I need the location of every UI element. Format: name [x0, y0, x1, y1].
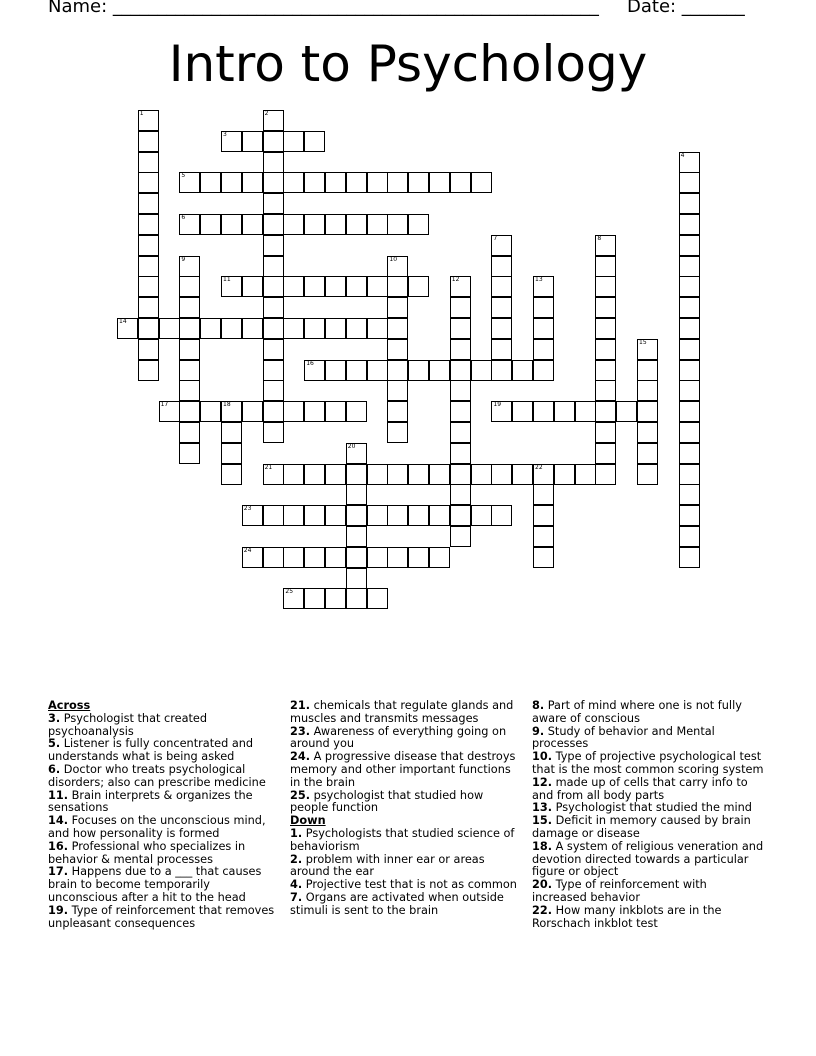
crossword-cell[interactable] [512, 464, 533, 485]
crossword-cell[interactable] [491, 505, 512, 526]
clue-number: 18 [223, 401, 231, 409]
crossword-cell[interactable] [200, 214, 221, 235]
crossword-cell[interactable] [471, 360, 492, 381]
crossword-cell[interactable] [387, 422, 408, 443]
crossword-cell[interactable] [325, 214, 346, 235]
crossword-cell[interactable] [450, 339, 471, 360]
crossword-cell[interactable] [138, 318, 159, 339]
crossword-cell[interactable] [367, 172, 388, 193]
crossword-cell[interactable] [346, 214, 367, 235]
clue-number: 24 [243, 546, 252, 554]
crossword-cell[interactable] [679, 214, 700, 235]
clue-down: 1. Psychologists that studied science of behaviorism [290, 826, 515, 853]
crossword-cell[interactable] [387, 464, 408, 485]
crossword-cell[interactable] [679, 152, 700, 173]
crossword-cell[interactable] [491, 256, 512, 277]
crossword-cell[interactable] [283, 464, 304, 485]
crossword-cell[interactable] [533, 505, 554, 526]
crossword-cell[interactable] [283, 401, 304, 422]
crossword-cell[interactable] [200, 172, 221, 193]
crossword-cell[interactable] [179, 443, 200, 464]
crossword-cell[interactable] [138, 360, 159, 381]
crossword-cell[interactable] [595, 380, 616, 401]
crossword-cell[interactable] [387, 214, 408, 235]
crossword-cell[interactable] [429, 464, 450, 485]
crossword-cell[interactable] [304, 547, 325, 568]
crossword-cell[interactable] [408, 276, 429, 297]
crossword-cell[interactable] [491, 235, 512, 256]
crossword-cell[interactable] [637, 464, 658, 485]
crossword-cell[interactable] [367, 505, 388, 526]
crossword-cell[interactable] [491, 318, 512, 339]
crossword-cell[interactable] [387, 172, 408, 193]
crossword-cell[interactable] [242, 547, 263, 568]
down-heading: Down [290, 814, 326, 828]
crossword-cell[interactable] [283, 276, 304, 297]
crossword-cell[interactable] [679, 172, 700, 193]
crossword-cell[interactable] [512, 360, 533, 381]
crossword-cell[interactable] [263, 318, 284, 339]
crossword-cell[interactable] [179, 401, 200, 422]
crossword-cell[interactable] [367, 464, 388, 485]
page-title: Intro to Psychology [168, 35, 648, 93]
crossword-cell[interactable] [283, 172, 304, 193]
crossword-cell[interactable] [325, 505, 346, 526]
crossword-cell[interactable] [367, 547, 388, 568]
clue-number: 11 [223, 276, 231, 284]
clue-number: 20 [347, 442, 356, 450]
crossword-cell[interactable] [387, 380, 408, 401]
crossword-cell[interactable] [346, 360, 367, 381]
crossword-cell[interactable] [263, 547, 284, 568]
crossword-cell[interactable] [471, 464, 492, 485]
crossword-cell[interactable] [304, 131, 325, 152]
clue-number: 25 [285, 588, 294, 596]
crossword-cell[interactable] [679, 193, 700, 214]
crossword-cell[interactable] [179, 360, 200, 381]
crossword-cell[interactable] [179, 297, 200, 318]
crossword-cell[interactable] [533, 484, 554, 505]
crossword-cell[interactable] [450, 484, 471, 505]
clue-across: 11. Brain interprets & organizes the sensations [48, 788, 253, 815]
crossword-cell[interactable] [346, 172, 367, 193]
crossword-cell[interactable] [679, 276, 700, 297]
crossword-cell[interactable] [179, 380, 200, 401]
clue-down: 4. Projective test that is not as common [290, 878, 517, 892]
crossword-cell[interactable] [450, 380, 471, 401]
crossword-cell[interactable] [283, 547, 304, 568]
clue-number: 15 [639, 338, 647, 346]
crossword-cell[interactable] [387, 339, 408, 360]
crossword-cell[interactable] [491, 339, 512, 360]
clue-down: 18. A system of religious veneration and devotion directed towards a particular figure or object [532, 839, 764, 879]
crossword-cell[interactable] [263, 235, 284, 256]
crossword-cell[interactable] [263, 464, 284, 485]
crossword-cell[interactable] [346, 401, 367, 422]
crossword-cell[interactable] [679, 339, 700, 360]
crossword-cell[interactable] [346, 547, 367, 568]
clue-down: 7. Organs are activated when outside stimuli is sent to the brain [290, 890, 504, 917]
crossword-cell[interactable] [408, 505, 429, 526]
crossword-cell[interactable] [263, 339, 284, 360]
crossword-cell[interactable] [263, 505, 284, 526]
clues-column-3 [532, 700, 764, 930]
crossword-cell[interactable] [263, 422, 284, 443]
clue-across: 25. psychologist that studied how people function [290, 788, 484, 815]
crossword-cell[interactable] [450, 401, 471, 422]
crossword-cell[interactable] [263, 360, 284, 381]
crossword-cell[interactable] [408, 214, 429, 235]
clue-number: 17 [160, 401, 169, 409]
crossword-cell[interactable] [179, 214, 200, 235]
clue-across: 3. Psychologist that created psychoanalysis [48, 711, 208, 738]
crossword-cell[interactable] [138, 235, 159, 256]
clue-down: 20. Type of reinforcement with increased behavior [532, 878, 707, 904]
crossword-cell[interactable] [283, 131, 304, 152]
crossword-cell[interactable] [491, 464, 512, 485]
clue-across: 16. Professional who specializes in behavior & mental processes [48, 839, 246, 866]
crossword-cell[interactable] [679, 297, 700, 318]
clue-number: 16 [306, 359, 314, 367]
crossword-cell[interactable] [346, 505, 367, 526]
crossword-cell[interactable] [533, 297, 554, 318]
crossword-cell[interactable] [637, 360, 658, 381]
crossword-cell[interactable] [242, 401, 263, 422]
crossword-cell[interactable] [679, 318, 700, 339]
clue-down: 13. Psychologist that studied the mind [532, 801, 752, 815]
crossword-cell[interactable] [325, 547, 346, 568]
crossword-cell[interactable] [637, 401, 658, 422]
crossword-cell[interactable] [408, 172, 429, 193]
clue-across: 23. Awareness of everything going on around you [290, 724, 507, 751]
crossword-cell[interactable] [304, 464, 325, 485]
clue-number: 6 [181, 214, 186, 221]
crossword-cell[interactable] [491, 401, 512, 422]
crossword-cell[interactable] [387, 256, 408, 277]
crossword-cell[interactable] [242, 318, 263, 339]
clue-number: 3 [223, 130, 227, 138]
crossword-cell[interactable] [200, 401, 221, 422]
crossword-cell[interactable] [408, 360, 429, 381]
crossword-cell[interactable] [679, 505, 700, 526]
crossword-cell[interactable] [450, 360, 471, 381]
crossword-cell[interactable] [346, 443, 367, 464]
crossword-cell[interactable] [533, 276, 554, 297]
crossword-cell[interactable] [304, 360, 325, 381]
crossword-cell[interactable] [595, 297, 616, 318]
clue-down: 15. Deficit in memory caused by brain damage or disease [532, 814, 751, 840]
crossword-cell[interactable] [450, 172, 471, 193]
clue-number: 7 [493, 234, 498, 242]
crossword-cell[interactable] [325, 172, 346, 193]
crossword-cell[interactable] [325, 318, 346, 339]
crossword-cell[interactable] [491, 360, 512, 381]
clues-column-2 [290, 700, 522, 918]
crossword-cell[interactable] [679, 526, 700, 547]
crossword-cell[interactable] [429, 547, 450, 568]
crossword-cell[interactable] [533, 401, 554, 422]
crossword-cell[interactable] [283, 588, 304, 609]
crossword-cell[interactable] [263, 193, 284, 214]
crossword-cell[interactable] [429, 172, 450, 193]
crossword-cell[interactable] [263, 276, 284, 297]
crossword-cell[interactable] [346, 526, 367, 547]
clue-down: 22. How many inkblots are in the Rorschach inkblot test [532, 903, 722, 930]
crossword-cell[interactable] [533, 360, 554, 381]
crossword-cell[interactable] [346, 588, 367, 609]
crossword-cell[interactable] [387, 276, 408, 297]
crossword-cell[interactable] [242, 214, 263, 235]
crossword-cell[interactable] [346, 484, 367, 505]
clue-down: 8. Part of mind where one is not fully aware of conscious [532, 699, 742, 725]
clue-number: 10 [389, 255, 398, 263]
clue-down: 2. problem with inner ear or areas around the ear [290, 852, 485, 879]
crossword-cell[interactable] [616, 401, 637, 422]
crossword-cell[interactable] [179, 172, 200, 193]
clue-across: 21. chemicals that regulate glands and muscles and transmits messages [290, 699, 514, 725]
crossword-cell[interactable] [221, 422, 242, 443]
crossword-cell[interactable] [450, 297, 471, 318]
crossword-cell[interactable] [367, 214, 388, 235]
crossword-cell[interactable] [429, 505, 450, 526]
crossword-cell[interactable] [117, 318, 138, 339]
crossword-cell[interactable] [304, 172, 325, 193]
crossword-cell[interactable] [367, 276, 388, 297]
crossword-cell[interactable] [179, 276, 200, 297]
clue-across: 14. Focuses on the unconscious mind, and how personality is formed [48, 814, 266, 840]
crossword-cell[interactable] [533, 547, 554, 568]
clue-number: 22 [535, 463, 543, 471]
crossword-cell[interactable] [595, 318, 616, 339]
clue-number: 1 [139, 110, 144, 117]
clue-down: 12. made up of cells that carry info to and from all body parts [532, 775, 748, 802]
crossword-cell[interactable] [533, 318, 554, 339]
clue-number: 9 [181, 255, 186, 263]
crossword-cell[interactable] [491, 297, 512, 318]
crossword-cell[interactable] [263, 152, 284, 173]
crossword-cell[interactable] [138, 172, 159, 193]
crossword-cell[interactable] [138, 256, 159, 277]
crossword-cell[interactable] [283, 505, 304, 526]
crossword-cell[interactable] [450, 443, 471, 464]
clue-number: 21 [264, 463, 273, 471]
crossword-cell[interactable] [575, 464, 596, 485]
crossword-cell[interactable] [346, 276, 367, 297]
crossword-cell[interactable] [367, 588, 388, 609]
crossword-cell[interactable] [242, 131, 263, 152]
crossword-cell[interactable] [595, 339, 616, 360]
crossword-cell[interactable] [346, 318, 367, 339]
crossword-cell[interactable] [387, 318, 408, 339]
crossword-cell[interactable] [138, 276, 159, 297]
clue-number: 14 [119, 318, 127, 325]
clue-number: 19 [493, 401, 502, 409]
crossword-cell[interactable] [242, 276, 263, 297]
crossword-cell[interactable] [595, 360, 616, 381]
crossword-cell[interactable] [679, 422, 700, 443]
crossword-cell[interactable] [595, 464, 616, 485]
crossword-cell[interactable] [263, 110, 284, 131]
clue-number: 4 [680, 151, 685, 159]
clue-number: 13 [535, 276, 543, 284]
crossword-cell[interactable] [304, 588, 325, 609]
crossword-cell[interactable] [159, 318, 180, 339]
crossword-cell[interactable] [679, 235, 700, 256]
crossword-cell[interactable] [221, 214, 242, 235]
crossword-cell[interactable] [221, 172, 242, 193]
crossword-cell[interactable] [304, 505, 325, 526]
crossword-cell[interactable] [595, 276, 616, 297]
crossword-cell[interactable] [325, 401, 346, 422]
crossword-cell[interactable] [387, 547, 408, 568]
crossword-cell[interactable] [242, 172, 263, 193]
clue-across: 6. Doctor who treats psychological disorders; also can prescribe medicine [48, 762, 266, 789]
crossword-cell[interactable] [263, 401, 284, 422]
crossword-cell[interactable] [471, 505, 492, 526]
crossword-cell[interactable] [554, 464, 575, 485]
crossword-cell[interactable] [387, 297, 408, 318]
crossword-cell[interactable] [325, 464, 346, 485]
crossword-cell[interactable] [283, 214, 304, 235]
crossword-cell[interactable] [533, 339, 554, 360]
crossword-cell[interactable] [679, 380, 700, 401]
crossword-cell[interactable] [679, 443, 700, 464]
crossword-cell[interactable] [221, 276, 242, 297]
crossword-cell[interactable] [595, 235, 616, 256]
crossword-cell[interactable] [304, 276, 325, 297]
crossword-cell[interactable] [200, 318, 221, 339]
crossword-cell[interactable] [263, 380, 284, 401]
crossword-cell[interactable] [367, 318, 388, 339]
crossword-cell[interactable] [221, 131, 242, 152]
crossword-cell[interactable] [408, 464, 429, 485]
crossword-cell[interactable] [512, 401, 533, 422]
crossword-cell[interactable] [242, 505, 263, 526]
crossword-cell[interactable] [304, 401, 325, 422]
crossword-cell[interactable] [595, 422, 616, 443]
crossword-cell[interactable] [283, 318, 304, 339]
crossword-cell[interactable] [637, 380, 658, 401]
crossword-cell[interactable] [637, 443, 658, 464]
crossword-cell[interactable] [304, 318, 325, 339]
crossword-cell[interactable] [679, 256, 700, 277]
clue-down: 10. Type of projective psychological test that is the most common scoring system [532, 750, 764, 776]
crossword-cell[interactable] [346, 464, 367, 485]
clues-column-1 [48, 700, 280, 930]
crossword-cell[interactable] [179, 339, 200, 360]
crossword-cell[interactable] [450, 464, 471, 485]
clue-number: 8 [597, 234, 602, 242]
crossword-cell[interactable] [263, 131, 284, 152]
crossword-cell[interactable] [221, 464, 242, 485]
crossword-cell[interactable] [263, 297, 284, 318]
clue-across: 24. A progressive disease that destroys memory and other important functions in the brain [290, 750, 516, 789]
crossword-cell[interactable] [179, 422, 200, 443]
crossword-cell[interactable] [533, 526, 554, 547]
crossword-cell[interactable] [179, 318, 200, 339]
crossword-cell[interactable] [221, 443, 242, 464]
crossword-cell[interactable] [450, 318, 471, 339]
crossword-cell[interactable] [450, 526, 471, 547]
crossword-cell[interactable] [325, 276, 346, 297]
crossword-cell[interactable] [595, 443, 616, 464]
date-field-label: Date: _______ [627, 0, 745, 17]
clue-number: 23 [243, 505, 252, 513]
crossword-cell[interactable] [263, 172, 284, 193]
clue-across: 5. Listener is fully concentrated and understands what is being asked [48, 737, 254, 764]
clue-number: 12 [451, 276, 460, 284]
clue-number: 5 [181, 172, 186, 180]
crossword-cell[interactable] [263, 214, 284, 235]
crossword-cell[interactable] [637, 339, 658, 360]
crossword-cell[interactable] [450, 422, 471, 443]
crossword-cell[interactable] [263, 256, 284, 277]
crossword-cell[interactable] [159, 401, 180, 422]
crossword-cell[interactable] [367, 360, 388, 381]
crossword-cell[interactable] [138, 152, 159, 173]
crossword-cell[interactable] [221, 401, 242, 422]
crossword-cell[interactable] [450, 505, 471, 526]
crossword-cell[interactable] [554, 401, 575, 422]
crossword-cell[interactable] [679, 360, 700, 381]
clue-down: 9. Study of behavior and Mental processes [532, 724, 715, 751]
crossword-cell[interactable] [387, 505, 408, 526]
crossword-cell[interactable] [679, 401, 700, 422]
crossword-cell[interactable] [637, 422, 658, 443]
crossword-cell[interactable] [138, 297, 159, 318]
crossword-cell[interactable] [325, 360, 346, 381]
name-field-label: Name: ______________________________________________________ [48, 0, 599, 17]
crossword-cell[interactable] [575, 401, 596, 422]
crossword-cell[interactable] [491, 276, 512, 297]
crossword-cell[interactable] [679, 484, 700, 505]
crossword-cell[interactable] [471, 172, 492, 193]
crossword-cell[interactable] [595, 401, 616, 422]
crossword-cell[interactable] [221, 318, 242, 339]
crossword-cell[interactable] [138, 131, 159, 152]
across-heading: Across [48, 699, 91, 712]
crossword-cell[interactable] [387, 360, 408, 381]
crossword-cell[interactable] [138, 193, 159, 214]
crossword-cell[interactable] [138, 214, 159, 235]
crossword-cell[interactable] [595, 256, 616, 277]
crossword-cell[interactable] [679, 547, 700, 568]
crossword-cell[interactable] [429, 360, 450, 381]
clue-across: 17. Happens due to a ___ that causes brain to become temporarily unconscious after a hit to the head [48, 865, 262, 904]
clue-across: 19. Type of reinforcement that removes unpleasant consequences [48, 903, 275, 930]
clue-number: 2 [264, 110, 269, 117]
crossword-cell[interactable] [304, 214, 325, 235]
crossword-cell[interactable] [408, 547, 429, 568]
crossword-cell[interactable] [138, 339, 159, 360]
crossword-cell[interactable] [450, 276, 471, 297]
crossword-cell[interactable] [387, 401, 408, 422]
crossword-cell[interactable] [179, 256, 200, 277]
crossword-cell[interactable] [325, 588, 346, 609]
crossword-cell[interactable] [346, 568, 367, 589]
crossword-cell[interactable] [533, 464, 554, 485]
crossword-cell[interactable] [138, 110, 159, 131]
crossword-cell[interactable] [679, 464, 700, 485]
